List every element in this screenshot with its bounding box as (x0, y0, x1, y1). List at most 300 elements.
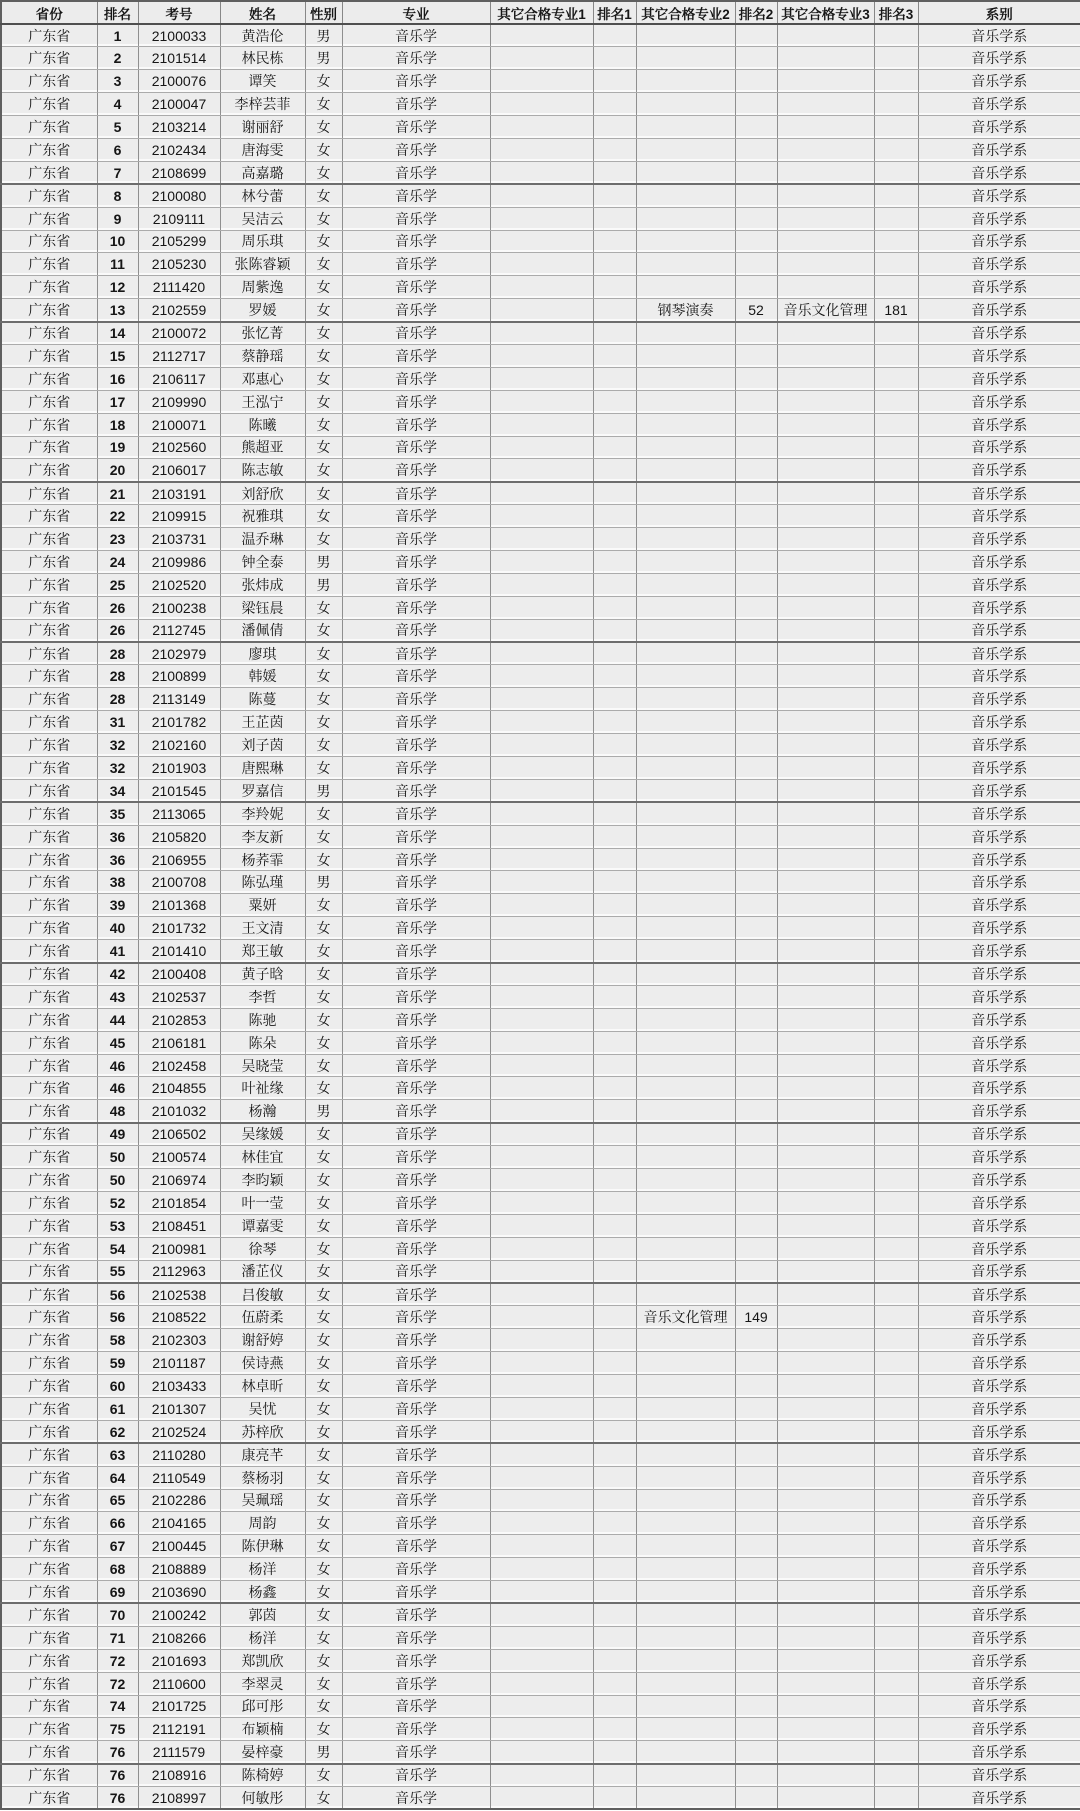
cell-major: 音乐学 (342, 184, 490, 207)
cell-other-major-2 (636, 70, 735, 93)
cell-department: 音乐学系 (918, 24, 1080, 47)
cell-other-major-3 (777, 1329, 874, 1352)
cell-name: 蔡静瑶 (220, 344, 305, 367)
cell-other-major-3 (777, 963, 874, 986)
cell-other-rank-3 (874, 505, 918, 528)
cell-province: 广东省 (1, 253, 97, 276)
cell-major: 音乐学 (342, 344, 490, 367)
cell-other-major-3 (777, 1535, 874, 1558)
cell-exam-no: 2100047 (138, 93, 220, 116)
cell-other-rank-3 (874, 116, 918, 139)
cell-other-rank-1 (593, 93, 636, 116)
cell-other-rank-2 (735, 1420, 777, 1443)
cell-major: 音乐学 (342, 1123, 490, 1146)
cell-gender: 女 (305, 1397, 342, 1420)
table-row (1, 207, 1080, 230)
cell-gender: 女 (305, 1626, 342, 1649)
cell-province: 广东省 (1, 1741, 97, 1764)
cell-other-rank-3 (874, 825, 918, 848)
cell-other-major-3 (777, 390, 874, 413)
cell-other-rank-2 (735, 1466, 777, 1489)
cell-other-major-3 (777, 825, 874, 848)
cell-major: 音乐学 (342, 276, 490, 299)
cell-name: 康亮芊 (220, 1443, 305, 1466)
cell-other-major-1 (490, 1375, 593, 1398)
cell-exam-no: 2100408 (138, 963, 220, 986)
cell-other-major-3 (777, 985, 874, 1008)
cell-department: 音乐学系 (918, 757, 1080, 780)
cell-exam-no: 2102979 (138, 642, 220, 665)
table-row (1, 1100, 1080, 1123)
cell-other-major-2 (636, 1718, 735, 1741)
cell-exam-no: 2102303 (138, 1329, 220, 1352)
cell-other-major-2 (636, 848, 735, 871)
cell-major: 音乐学 (342, 825, 490, 848)
cell-other-rank-1 (593, 1397, 636, 1420)
cell-name: 王文清 (220, 917, 305, 940)
cell-department: 音乐学系 (918, 1581, 1080, 1604)
cell-department: 音乐学系 (918, 1214, 1080, 1237)
cell-province: 广东省 (1, 1169, 97, 1192)
cell-other-rank-2 (735, 1008, 777, 1031)
cell-other-major-1 (490, 1214, 593, 1237)
cell-province: 广东省 (1, 138, 97, 161)
cell-other-rank-3 (874, 367, 918, 390)
cell-other-major-1 (490, 963, 593, 986)
table-row (1, 1077, 1080, 1100)
cell-other-rank-2 (735, 734, 777, 757)
cell-major: 音乐学 (342, 1741, 490, 1764)
cell-department: 音乐学系 (918, 779, 1080, 802)
table-row (1, 779, 1080, 802)
cell-other-rank-3 (874, 550, 918, 573)
cell-exam-no: 2106955 (138, 848, 220, 871)
cell-other-major-3 (777, 1603, 874, 1626)
cell-other-major-2 (636, 528, 735, 551)
cell-other-rank-2 (735, 871, 777, 894)
cell-rank: 21 (97, 482, 138, 505)
cell-rank: 32 (97, 757, 138, 780)
cell-rank: 40 (97, 917, 138, 940)
cell-other-rank-2 (735, 1397, 777, 1420)
cell-department: 音乐学系 (918, 459, 1080, 482)
cell-other-major-2 (636, 1695, 735, 1718)
cell-name: 高嘉璐 (220, 161, 305, 184)
cell-name: 刘子茵 (220, 734, 305, 757)
cell-other-rank-2 (735, 1352, 777, 1375)
cell-other-rank-2 (735, 322, 777, 345)
cell-other-rank-1 (593, 138, 636, 161)
cell-exam-no: 2101187 (138, 1352, 220, 1375)
cell-other-rank-2 (735, 24, 777, 47)
table-row (1, 1718, 1080, 1741)
cell-other-rank-3 (874, 1123, 918, 1146)
cell-other-rank-2 (735, 757, 777, 780)
cell-other-major-1 (490, 1123, 593, 1146)
cell-other-rank-1 (593, 505, 636, 528)
cell-department: 音乐学系 (918, 1466, 1080, 1489)
cell-name: 陈椅婷 (220, 1764, 305, 1787)
cell-province: 广东省 (1, 413, 97, 436)
cell-department: 音乐学系 (918, 1008, 1080, 1031)
cell-name: 郑王敏 (220, 940, 305, 963)
cell-gender: 女 (305, 482, 342, 505)
cell-gender: 女 (305, 459, 342, 482)
cell-gender: 男 (305, 1741, 342, 1764)
cell-other-major-1 (490, 894, 593, 917)
cell-province: 广东省 (1, 1718, 97, 1741)
cell-rank: 9 (97, 207, 138, 230)
cell-other-major-1 (490, 161, 593, 184)
cell-other-major-3 (777, 1077, 874, 1100)
cell-province: 广东省 (1, 802, 97, 825)
cell-major: 音乐学 (342, 1466, 490, 1489)
cell-other-rank-2 (735, 1443, 777, 1466)
cell-name: 郭茵 (220, 1603, 305, 1626)
cell-other-major-3 (777, 344, 874, 367)
table-row (1, 619, 1080, 642)
cell-major: 音乐学 (342, 1237, 490, 1260)
cell-gender: 女 (305, 253, 342, 276)
cell-major: 音乐学 (342, 642, 490, 665)
cell-exam-no: 2101410 (138, 940, 220, 963)
table-row (1, 299, 1080, 322)
table-row (1, 688, 1080, 711)
cell-other-major-1 (490, 1329, 593, 1352)
cell-rank: 46 (97, 1077, 138, 1100)
cell-other-rank-3 (874, 1443, 918, 1466)
cell-other-major-1 (490, 367, 593, 390)
cell-department: 音乐学系 (918, 367, 1080, 390)
cell-other-rank-2 (735, 1146, 777, 1169)
cell-province: 广东省 (1, 1146, 97, 1169)
cell-other-rank-3 (874, 1787, 918, 1810)
cell-rank: 43 (97, 985, 138, 1008)
cell-name: 张忆菁 (220, 322, 305, 345)
cell-major: 音乐学 (342, 1054, 490, 1077)
cell-province: 广东省 (1, 596, 97, 619)
cell-rank: 46 (97, 1054, 138, 1077)
cell-province: 广东省 (1, 1443, 97, 1466)
table-row (1, 93, 1080, 116)
cell-gender: 女 (305, 848, 342, 871)
table-row (1, 1191, 1080, 1214)
cell-other-major-2: 钢琴演奏 (636, 299, 735, 322)
cell-other-rank-2 (735, 642, 777, 665)
cell-other-major-3 (777, 138, 874, 161)
cell-other-rank-3 (874, 1260, 918, 1283)
cell-other-major-1 (490, 116, 593, 139)
cell-major: 音乐学 (342, 1443, 490, 1466)
cell-name: 陈蔓 (220, 688, 305, 711)
cell-other-major-3 (777, 1260, 874, 1283)
cell-major: 音乐学 (342, 550, 490, 573)
cell-major: 音乐学 (342, 436, 490, 459)
cell-gender: 女 (305, 642, 342, 665)
cell-other-major-2 (636, 1329, 735, 1352)
cell-other-major-3 (777, 1581, 874, 1604)
cell-other-rank-2 (735, 459, 777, 482)
cell-department: 音乐学系 (918, 963, 1080, 986)
cell-rank: 35 (97, 802, 138, 825)
cell-other-major-3 (777, 1443, 874, 1466)
cell-province: 广东省 (1, 93, 97, 116)
cell-other-rank-1 (593, 459, 636, 482)
cell-other-rank-1 (593, 665, 636, 688)
cell-other-major-2 (636, 619, 735, 642)
cell-other-major-2 (636, 505, 735, 528)
cell-other-major-3 (777, 24, 874, 47)
cell-province: 广东省 (1, 917, 97, 940)
cell-exam-no: 2108997 (138, 1787, 220, 1810)
cell-exam-no: 2104165 (138, 1512, 220, 1535)
cell-other-rank-1 (593, 1123, 636, 1146)
table-row (1, 1169, 1080, 1192)
cell-major: 音乐学 (342, 1649, 490, 1672)
cell-name: 吕俊敏 (220, 1283, 305, 1306)
column-header-other-major-1: 其它合格专业1 (490, 1, 593, 24)
cell-province: 广东省 (1, 688, 97, 711)
cell-other-rank-1 (593, 299, 636, 322)
cell-gender: 女 (305, 1352, 342, 1375)
cell-other-rank-3 (874, 894, 918, 917)
cell-major: 音乐学 (342, 47, 490, 70)
cell-exam-no: 2102538 (138, 1283, 220, 1306)
cell-other-major-1 (490, 573, 593, 596)
cell-other-rank-3 (874, 161, 918, 184)
cell-other-major-3 (777, 1397, 874, 1420)
cell-other-rank-2 (735, 184, 777, 207)
cell-other-rank-1 (593, 1466, 636, 1489)
cell-other-major-3 (777, 1100, 874, 1123)
cell-exam-no: 2110549 (138, 1466, 220, 1489)
cell-other-rank-1 (593, 596, 636, 619)
cell-other-rank-1 (593, 1283, 636, 1306)
table-row (1, 1626, 1080, 1649)
cell-name: 周乐琪 (220, 230, 305, 253)
cell-name: 潘芷仪 (220, 1260, 305, 1283)
cell-other-major-1 (490, 871, 593, 894)
cell-other-major-3 (777, 70, 874, 93)
cell-other-major-1 (490, 1420, 593, 1443)
cell-other-rank-3 (874, 573, 918, 596)
table-row (1, 1787, 1080, 1810)
cell-other-rank-3 (874, 688, 918, 711)
cell-other-rank-2 (735, 1123, 777, 1146)
cell-other-rank-3 (874, 1054, 918, 1077)
cell-other-rank-2 (735, 1329, 777, 1352)
cell-province: 广东省 (1, 1123, 97, 1146)
cell-other-rank-3 (874, 528, 918, 551)
cell-other-major-1 (490, 184, 593, 207)
cell-rank: 36 (97, 848, 138, 871)
cell-province: 广东省 (1, 550, 97, 573)
cell-other-major-1 (490, 1718, 593, 1741)
cell-other-major-3 (777, 940, 874, 963)
cell-name: 李昀颖 (220, 1169, 305, 1192)
cell-department: 音乐学系 (918, 1123, 1080, 1146)
cell-other-rank-1 (593, 1191, 636, 1214)
cell-other-major-1 (490, 596, 593, 619)
cell-other-major-2 (636, 1375, 735, 1398)
cell-other-rank-3 (874, 482, 918, 505)
table-row (1, 1352, 1080, 1375)
cell-exam-no: 2103433 (138, 1375, 220, 1398)
cell-rank: 36 (97, 825, 138, 848)
table-row (1, 1123, 1080, 1146)
cell-major: 音乐学 (342, 665, 490, 688)
cell-major: 音乐学 (342, 1169, 490, 1192)
cell-name: 黄子晗 (220, 963, 305, 986)
cell-rank: 54 (97, 1237, 138, 1260)
cell-rank: 58 (97, 1329, 138, 1352)
cell-other-rank-1 (593, 322, 636, 345)
cell-name: 晏梓豪 (220, 1741, 305, 1764)
table-row (1, 1443, 1080, 1466)
cell-other-rank-2 (735, 276, 777, 299)
cell-name: 罗嘉信 (220, 779, 305, 802)
cell-province: 广东省 (1, 1695, 97, 1718)
cell-other-rank-1 (593, 1741, 636, 1764)
table-row (1, 24, 1080, 47)
cell-gender: 女 (305, 802, 342, 825)
cell-other-major-1 (490, 1512, 593, 1535)
cell-exam-no: 2110600 (138, 1672, 220, 1695)
cell-other-major-1 (490, 1191, 593, 1214)
cell-other-major-2 (636, 1787, 735, 1810)
cell-other-major-2 (636, 596, 735, 619)
cell-other-rank-1 (593, 1512, 636, 1535)
cell-other-rank-2 (735, 1535, 777, 1558)
table-row (1, 1512, 1080, 1535)
cell-gender: 男 (305, 24, 342, 47)
cell-major: 音乐学 (342, 1375, 490, 1398)
cell-other-major-1 (490, 779, 593, 802)
cell-other-rank-2 (735, 940, 777, 963)
cell-other-rank-2 (735, 1558, 777, 1581)
cell-province: 广东省 (1, 24, 97, 47)
cell-name: 陈伊琳 (220, 1535, 305, 1558)
cell-other-major-1 (490, 940, 593, 963)
cell-rank: 5 (97, 116, 138, 139)
cell-rank: 62 (97, 1420, 138, 1443)
cell-other-major-2 (636, 1466, 735, 1489)
cell-other-major-2 (636, 757, 735, 780)
cell-other-rank-2 (735, 344, 777, 367)
cell-rank: 28 (97, 665, 138, 688)
cell-other-major-3 (777, 802, 874, 825)
cell-department: 音乐学系 (918, 894, 1080, 917)
cell-exam-no: 2105230 (138, 253, 220, 276)
cell-other-rank-1 (593, 1603, 636, 1626)
cell-other-rank-1 (593, 344, 636, 367)
cell-other-major-3 (777, 367, 874, 390)
table-row (1, 940, 1080, 963)
cell-other-rank-2 (735, 848, 777, 871)
cell-gender: 女 (305, 1031, 342, 1054)
cell-exam-no: 2101545 (138, 779, 220, 802)
cell-province: 广东省 (1, 1306, 97, 1329)
table-row (1, 985, 1080, 1008)
cell-other-major-1 (490, 47, 593, 70)
cell-exam-no: 2100033 (138, 24, 220, 47)
cell-major: 音乐学 (342, 528, 490, 551)
cell-other-rank-3 (874, 436, 918, 459)
cell-other-rank-3 (874, 1626, 918, 1649)
cell-other-major-1 (490, 1695, 593, 1718)
cell-other-major-3 (777, 1306, 874, 1329)
cell-rank: 1 (97, 24, 138, 47)
cell-other-major-2 (636, 367, 735, 390)
cell-other-rank-2 (735, 390, 777, 413)
cell-other-rank-2 (735, 688, 777, 711)
cell-name: 李翠灵 (220, 1672, 305, 1695)
cell-other-major-2 (636, 93, 735, 116)
cell-rank: 45 (97, 1031, 138, 1054)
cell-other-rank-1 (593, 619, 636, 642)
cell-other-major-1 (490, 734, 593, 757)
cell-department: 音乐学系 (918, 1077, 1080, 1100)
cell-other-major-1 (490, 24, 593, 47)
cell-other-rank-1 (593, 1237, 636, 1260)
cell-major: 音乐学 (342, 802, 490, 825)
cell-province: 广东省 (1, 1558, 97, 1581)
cell-rank: 13 (97, 299, 138, 322)
cell-gender: 女 (305, 1123, 342, 1146)
cell-other-major-3 (777, 1466, 874, 1489)
cell-other-major-2 (636, 1489, 735, 1512)
cell-other-rank-1 (593, 1764, 636, 1787)
cell-department: 音乐学系 (918, 825, 1080, 848)
table-row (1, 1489, 1080, 1512)
cell-other-rank-3 (874, 848, 918, 871)
cell-other-major-1 (490, 93, 593, 116)
cell-major: 音乐学 (342, 482, 490, 505)
cell-other-rank-2 (735, 1031, 777, 1054)
cell-rank: 18 (97, 413, 138, 436)
cell-other-major-1 (490, 1558, 593, 1581)
table-row (1, 894, 1080, 917)
cell-other-rank-2 (735, 802, 777, 825)
cell-gender: 女 (305, 436, 342, 459)
cell-other-major-2 (636, 1123, 735, 1146)
cell-other-rank-1 (593, 573, 636, 596)
cell-gender: 女 (305, 1237, 342, 1260)
cell-other-major-2 (636, 734, 735, 757)
cell-rank: 12 (97, 276, 138, 299)
cell-other-major-1 (490, 985, 593, 1008)
cell-department: 音乐学系 (918, 1169, 1080, 1192)
table-row (1, 1397, 1080, 1420)
cell-other-rank-3 (874, 1306, 918, 1329)
cell-other-rank-1 (593, 1672, 636, 1695)
cell-rank: 14 (97, 322, 138, 345)
cell-rank: 52 (97, 1191, 138, 1214)
column-header-major: 专业 (342, 1, 490, 24)
cell-rank: 6 (97, 138, 138, 161)
cell-name: 李梓芸菲 (220, 93, 305, 116)
cell-other-major-2 (636, 253, 735, 276)
cell-rank: 53 (97, 1214, 138, 1237)
cell-other-major-3 (777, 779, 874, 802)
table-row (1, 1764, 1080, 1787)
cell-other-rank-2 (735, 505, 777, 528)
cell-other-rank-2 (735, 436, 777, 459)
cell-other-rank-3 (874, 1741, 918, 1764)
cell-department: 音乐学系 (918, 161, 1080, 184)
cell-major: 音乐学 (342, 1146, 490, 1169)
cell-exam-no: 2103214 (138, 116, 220, 139)
